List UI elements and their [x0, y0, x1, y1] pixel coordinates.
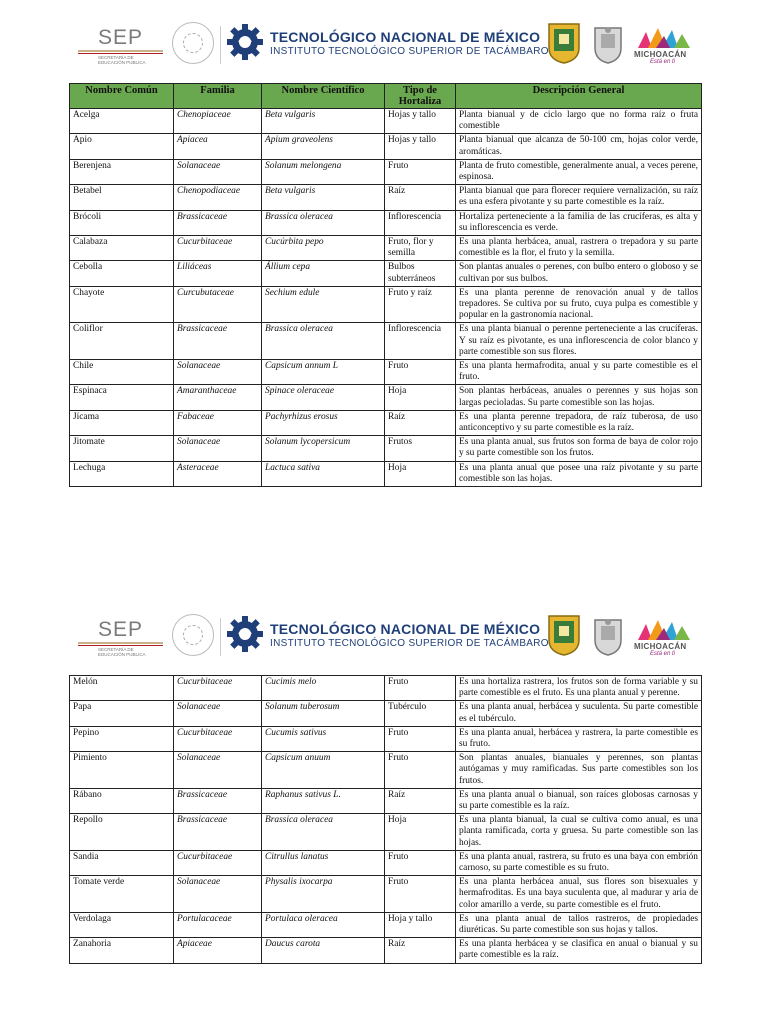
- cell-tipo-hortaliza: Fruto: [385, 159, 456, 184]
- cell-descripcion: Es una planta anual, sus frutos son forma de baya de color rojo y su parte comestible son los frutos.: [456, 436, 702, 461]
- cell-familia: Solanaceae: [174, 752, 262, 789]
- table-row: [70, 185, 702, 210]
- mexico-seal-icon: [172, 614, 214, 656]
- cell-descripcion: Hortaliza perteneciente a la familia de las crucíferas, es alta y su inflorescencia es verde.: [456, 210, 702, 235]
- cell-nombre-comun: Cebolla: [70, 261, 174, 286]
- cell-tipo-hortaliza: Inflorescencia: [385, 323, 456, 360]
- cell-familia: Cucurbitaceae: [174, 850, 262, 875]
- cell-nombre-cientifico: Spinace oleraceae: [262, 385, 385, 410]
- tecnm-subtitle: INSTITUTO TECNOLÓGICO SUPERIOR DE TACÁMBARO: [270, 638, 549, 649]
- cell-familia: Brassicaceae: [174, 323, 262, 360]
- cell-familia: Chenopodiaceae: [174, 185, 262, 210]
- sep-logo-subtitle: SECRETARÍA DE EDUCACIÓN PÚBLICA: [98, 55, 146, 65]
- cell-familia: Apiacea: [174, 134, 262, 159]
- cell-nombre-comun: Coliflor: [70, 323, 174, 360]
- cell-familia: Cucurbitaceae: [174, 676, 262, 701]
- cell-nombre-cientifico: Cucimis melo: [262, 676, 385, 701]
- vegetable-table-page-1: [69, 83, 702, 487]
- cell-nombre-comun: Zanahoria: [70, 938, 174, 963]
- table-row: [70, 159, 702, 184]
- cell-descripcion: Planta bianual y de ciclo largo que no forma raíz o fruta comestible: [456, 109, 702, 134]
- cell-nombre-cientifico: Sechium edule: [262, 286, 385, 323]
- cell-nombre-comun: Espinaca: [70, 385, 174, 410]
- cell-nombre-comun: Tomate verde: [70, 876, 174, 913]
- sep-logo: [78, 616, 163, 660]
- col-header-nombre-cientifico: Nombre Científico: [262, 84, 385, 109]
- cell-nombre-cientifico: Brassica oleracea: [262, 814, 385, 851]
- cell-tipo-hortaliza: Hoja: [385, 385, 456, 410]
- cell-familia: Fabaceae: [174, 410, 262, 435]
- mexico-seal-icon: [172, 22, 214, 64]
- cell-nombre-comun: Jitomate: [70, 436, 174, 461]
- michoacan-logo-mark-icon: [628, 26, 698, 50]
- cell-nombre-cientifico: Raphanus sativus L.: [262, 788, 385, 813]
- tecnm-wordmark: [270, 29, 549, 57]
- cell-familia: Solanaceae: [174, 159, 262, 184]
- cell-tipo-hortaliza: Fruto: [385, 360, 456, 385]
- table-row: [70, 109, 702, 134]
- col-header-descripcion: Descripción General: [456, 84, 702, 109]
- page-header-1: [70, 20, 700, 72]
- cell-descripcion: Es una planta anual o bianual, son raíces globosas carnosas y su parte comestible es la raíz.: [456, 788, 702, 813]
- cell-tipo-hortaliza: Frutos: [385, 436, 456, 461]
- table-row: [70, 850, 702, 875]
- cell-nombre-comun: Sandia: [70, 850, 174, 875]
- cell-descripcion: Planta bianual que para florecer requiere vernalización, su raíz es una esfera pivotante y su parte comestible es la raíz.: [456, 185, 702, 210]
- table-row: [70, 788, 702, 813]
- cell-nombre-comun: Chayote: [70, 286, 174, 323]
- tacambaro-shield-icon: [547, 22, 581, 64]
- table-row: [70, 261, 702, 286]
- cell-nombre-comun: Jícama: [70, 410, 174, 435]
- table-row: [70, 676, 702, 701]
- cell-tipo-hortaliza: Tubérculo: [385, 701, 456, 726]
- tecnm-wordmark: [270, 621, 549, 649]
- michoacan-logo: [628, 26, 698, 66]
- cell-nombre-cientifico: Capsicum anuum: [262, 752, 385, 789]
- table-header-row: [70, 84, 702, 109]
- col-header-nombre-comun: Nombre Común: [70, 84, 174, 109]
- cell-nombre-comun: Rábano: [70, 788, 174, 813]
- cell-nombre-cientifico: Beta vulgaris: [262, 109, 385, 134]
- col-header-familia: Familia: [174, 84, 262, 109]
- cell-familia: Solanaceae: [174, 701, 262, 726]
- cell-tipo-hortaliza: Fruto: [385, 676, 456, 701]
- cell-nombre-cientifico: Solanum melongena: [262, 159, 385, 184]
- cell-familia: Solanaceae: [174, 436, 262, 461]
- sep-logo: [78, 24, 163, 68]
- cell-nombre-cientifico: Daucus carota: [262, 938, 385, 963]
- cell-descripcion: Es una planta anual, rastrera, su fruto es una baya con embrión carnoso, su parte comestible es su fruto.: [456, 850, 702, 875]
- cell-nombre-comun: Papa: [70, 701, 174, 726]
- cell-tipo-hortaliza: Fruto: [385, 850, 456, 875]
- cell-nombre-comun: Verdolaga: [70, 912, 174, 937]
- cell-nombre-cientifico: Citrullus lanatus: [262, 850, 385, 875]
- cell-descripcion: Es una planta herbácea y se clasifica en anual o bianual y su parte comestible es la raíz.: [456, 938, 702, 963]
- cell-descripcion: Es una planta perenne trepadora, de raíz tuberosa, de uso anticonceptivo y su parte comestible es la raíz.: [456, 410, 702, 435]
- cell-descripcion: Es una planta anual, herbácea y rastrera, la parte comestible es su fruto.: [456, 726, 702, 751]
- cell-nombre-comun: Betabel: [70, 185, 174, 210]
- michoacan-tagline: Está en ti: [650, 59, 676, 65]
- cell-nombre-cientifico: Cucumis sativus: [262, 726, 385, 751]
- michoacan-tagline: Está en ti: [650, 651, 676, 657]
- cell-descripcion: Planta de fruto comestible, generalmente anual, a veces perene, espinosa.: [456, 159, 702, 184]
- cell-familia: Cucurbitaceae: [174, 236, 262, 261]
- cell-nombre-cientifico: Apium graveolens: [262, 134, 385, 159]
- cell-nombre-cientifico: Solanum lycopersicum: [262, 436, 385, 461]
- cell-nombre-cientifico: Capsicum annum L: [262, 360, 385, 385]
- cell-familia: Asteraceae: [174, 461, 262, 486]
- cell-nombre-comun: Melón: [70, 676, 174, 701]
- cell-familia: Portulacaceae: [174, 912, 262, 937]
- cell-nombre-cientifico: Physalis ixocarpa: [262, 876, 385, 913]
- cell-nombre-comun: Chile: [70, 360, 174, 385]
- cell-descripcion: Es una planta anual de tallos rastreros, de propiedades diuréticas. Su parte comestible son sus hojas y tallos.: [456, 912, 702, 937]
- michoacan-name: MICHOACÁN: [634, 50, 687, 59]
- cell-descripcion: Es una planta perenne de renovación anual y de tallos trepadores. Se cultiva por su fruto, cuya pulpa es comestible y popular en la gastronomía nacional.: [456, 286, 702, 323]
- cell-nombre-comun: Apio: [70, 134, 174, 159]
- cell-familia: Cucurbitaceae: [174, 726, 262, 751]
- cell-familia: Curcubutaceae: [174, 286, 262, 323]
- cell-tipo-hortaliza: Hojas y tallo: [385, 134, 456, 159]
- cell-tipo-hortaliza: Hojas y tallo: [385, 109, 456, 134]
- cell-descripcion: Son plantas herbáceas, anuales o perennes y sus hojas son largas pecioladas. Su parte comestible son las hojas.: [456, 385, 702, 410]
- cell-nombre-cientifico: Lactuca sativa: [262, 461, 385, 486]
- table-row: [70, 938, 702, 963]
- cell-tipo-hortaliza: Hoja y tallo: [385, 912, 456, 937]
- michoacan-name: MICHOACÁN: [634, 642, 687, 651]
- table-row: [70, 436, 702, 461]
- michoacan-logo: [628, 618, 698, 658]
- cell-nombre-cientifico: Solanum tuberosum: [262, 701, 385, 726]
- table-row: [70, 752, 702, 789]
- table-row: [70, 726, 702, 751]
- cell-nombre-comun: Acelga: [70, 109, 174, 134]
- cell-descripcion: Es una planta herbácea, anual, rastrera o trepadora y su parte comestible es la flor, el fruto y la semilla.: [456, 236, 702, 261]
- cell-tipo-hortaliza: Fruto: [385, 752, 456, 789]
- page-header-2: [70, 612, 700, 664]
- cell-tipo-hortaliza: Raíz: [385, 938, 456, 963]
- cell-nombre-comun: Lechuga: [70, 461, 174, 486]
- table-row: [70, 410, 702, 435]
- tecnm-gear-icon: [225, 614, 265, 654]
- table-row: [70, 814, 702, 851]
- cell-nombre-cientifico: Brassica oleracea: [262, 323, 385, 360]
- cell-tipo-hortaliza: Fruto: [385, 876, 456, 913]
- cell-tipo-hortaliza: Raíz: [385, 185, 456, 210]
- tecnm-title: TECNOLÓGICO NACIONAL DE MÉXICO: [270, 621, 541, 637]
- tacambaro-shield-icon: [547, 614, 581, 656]
- cell-descripcion: Es una planta bianual, la cual se cultiva como anual, es una planta ramificada, corta y gruesa. Su parte comestible son las hojas.: [456, 814, 702, 851]
- tecnm-subtitle: INSTITUTO TECNOLÓGICO SUPERIOR DE TACÁMBARO: [270, 46, 549, 57]
- cell-nombre-comun: Pepino: [70, 726, 174, 751]
- michoacan-logo-mark-icon: [628, 618, 698, 642]
- cell-tipo-hortaliza: Bulbos subterráneos: [385, 261, 456, 286]
- cell-familia: Liliáceas: [174, 261, 262, 286]
- cell-tipo-hortaliza: Fruto: [385, 726, 456, 751]
- cell-nombre-comun: Calabaza: [70, 236, 174, 261]
- cell-descripcion: Es una planta hermafrodita, anual y su parte comestible es el fruto.: [456, 360, 702, 385]
- cell-nombre-comun: Brócoli: [70, 210, 174, 235]
- cell-tipo-hortaliza: Hoja: [385, 814, 456, 851]
- cell-familia: Brassicaceae: [174, 788, 262, 813]
- cell-tipo-hortaliza: Hoja: [385, 461, 456, 486]
- table-row: [70, 323, 702, 360]
- cell-familia: Brassicaceae: [174, 210, 262, 235]
- table-row: [70, 134, 702, 159]
- table-row: [70, 385, 702, 410]
- sep-logo-word: SEP: [98, 26, 144, 49]
- table-row: [70, 461, 702, 486]
- col-header-tipo-hortaliza: Tipo de Hortaliza: [385, 84, 456, 109]
- table-row: [70, 360, 702, 385]
- cell-familia: Solanaceae: [174, 360, 262, 385]
- cell-familia: Brassicaceae: [174, 814, 262, 851]
- cell-nombre-comun: Pimiento: [70, 752, 174, 789]
- cell-descripcion: Es una planta anual, herbácea y suculenta. Su parte comestible es el tubérculo.: [456, 701, 702, 726]
- cell-nombre-cientifico: Portulaca oleracea: [262, 912, 385, 937]
- cell-tipo-hortaliza: Inflorescencia: [385, 210, 456, 235]
- cell-familia: Solanaceae: [174, 876, 262, 913]
- table-row: [70, 876, 702, 913]
- cell-familia: Chenopiaceae: [174, 109, 262, 134]
- michoacan-shield-icon: [592, 24, 624, 64]
- cell-familia: Apiaceae: [174, 938, 262, 963]
- cell-descripcion: Es una planta bianual o perenne perteneciente a las crucíferas. Y su raíz es pivotante, es una inflorescencia de color blanco y parte comestible son sus flores.: [456, 323, 702, 360]
- cell-nombre-comun: Berenjena: [70, 159, 174, 184]
- table-row: [70, 912, 702, 937]
- vegetable-table-page-2: [69, 675, 702, 964]
- michoacan-shield-icon: [592, 616, 624, 656]
- cell-tipo-hortaliza: Raíz: [385, 788, 456, 813]
- tecnm-title: TECNOLÓGICO NACIONAL DE MÉXICO: [270, 29, 541, 45]
- cell-familia: Amaranthaceae: [174, 385, 262, 410]
- table-row: [70, 236, 702, 261]
- cell-tipo-hortaliza: Fruto, flor y semilla: [385, 236, 456, 261]
- sep-logo-word: SEP: [98, 618, 144, 641]
- cell-descripcion: Es una planta herbácea anual, sus flores son bisexuales y hermafroditas. Es una baya suculenta que, al madurar y aria de color amarillo a verde, su parte comestible es el fruto.: [456, 876, 702, 913]
- cell-nombre-comun: Repollo: [70, 814, 174, 851]
- cell-descripcion: Son plantas anuales o perenes, con bulbo entero o globoso y se cultivan por sus bulbos.: [456, 261, 702, 286]
- tecnm-gear-icon: [225, 22, 265, 62]
- table-row: [70, 210, 702, 235]
- table-row: [70, 701, 702, 726]
- cell-descripcion: Es una hortaliza rastrera, los frutos son de forma variable y su parte comestible es el fruto. Es una planta anual y perenne.: [456, 676, 702, 701]
- cell-nombre-cientifico: Cucúrbita pepo: [262, 236, 385, 261]
- table-row: [70, 286, 702, 323]
- cell-tipo-hortaliza: Raíz: [385, 410, 456, 435]
- cell-descripcion: Son plantas anuales, bianuales y perennes, son plantas autógamas y muy ramificadas. Sus parte comestibles son los frutos.: [456, 752, 702, 789]
- cell-tipo-hortaliza: Fruto y raíz: [385, 286, 456, 323]
- cell-nombre-cientifico: Pachyrhizus erosus: [262, 410, 385, 435]
- cell-nombre-cientifico: Állium cepa: [262, 261, 385, 286]
- cell-nombre-cientifico: Brassica oleracea: [262, 210, 385, 235]
- cell-descripcion: Planta bianual que alcanza de 50-100 cm, hojas color verde, aromáticas.: [456, 134, 702, 159]
- cell-nombre-cientifico: Beta vulgaris: [262, 185, 385, 210]
- cell-descripcion: Es una planta anual que posee una raíz pivotante y su parte comestible son las hojas.: [456, 461, 702, 486]
- sep-logo-subtitle: SECRETARÍA DE EDUCACIÓN PÚBLICA: [98, 647, 146, 657]
